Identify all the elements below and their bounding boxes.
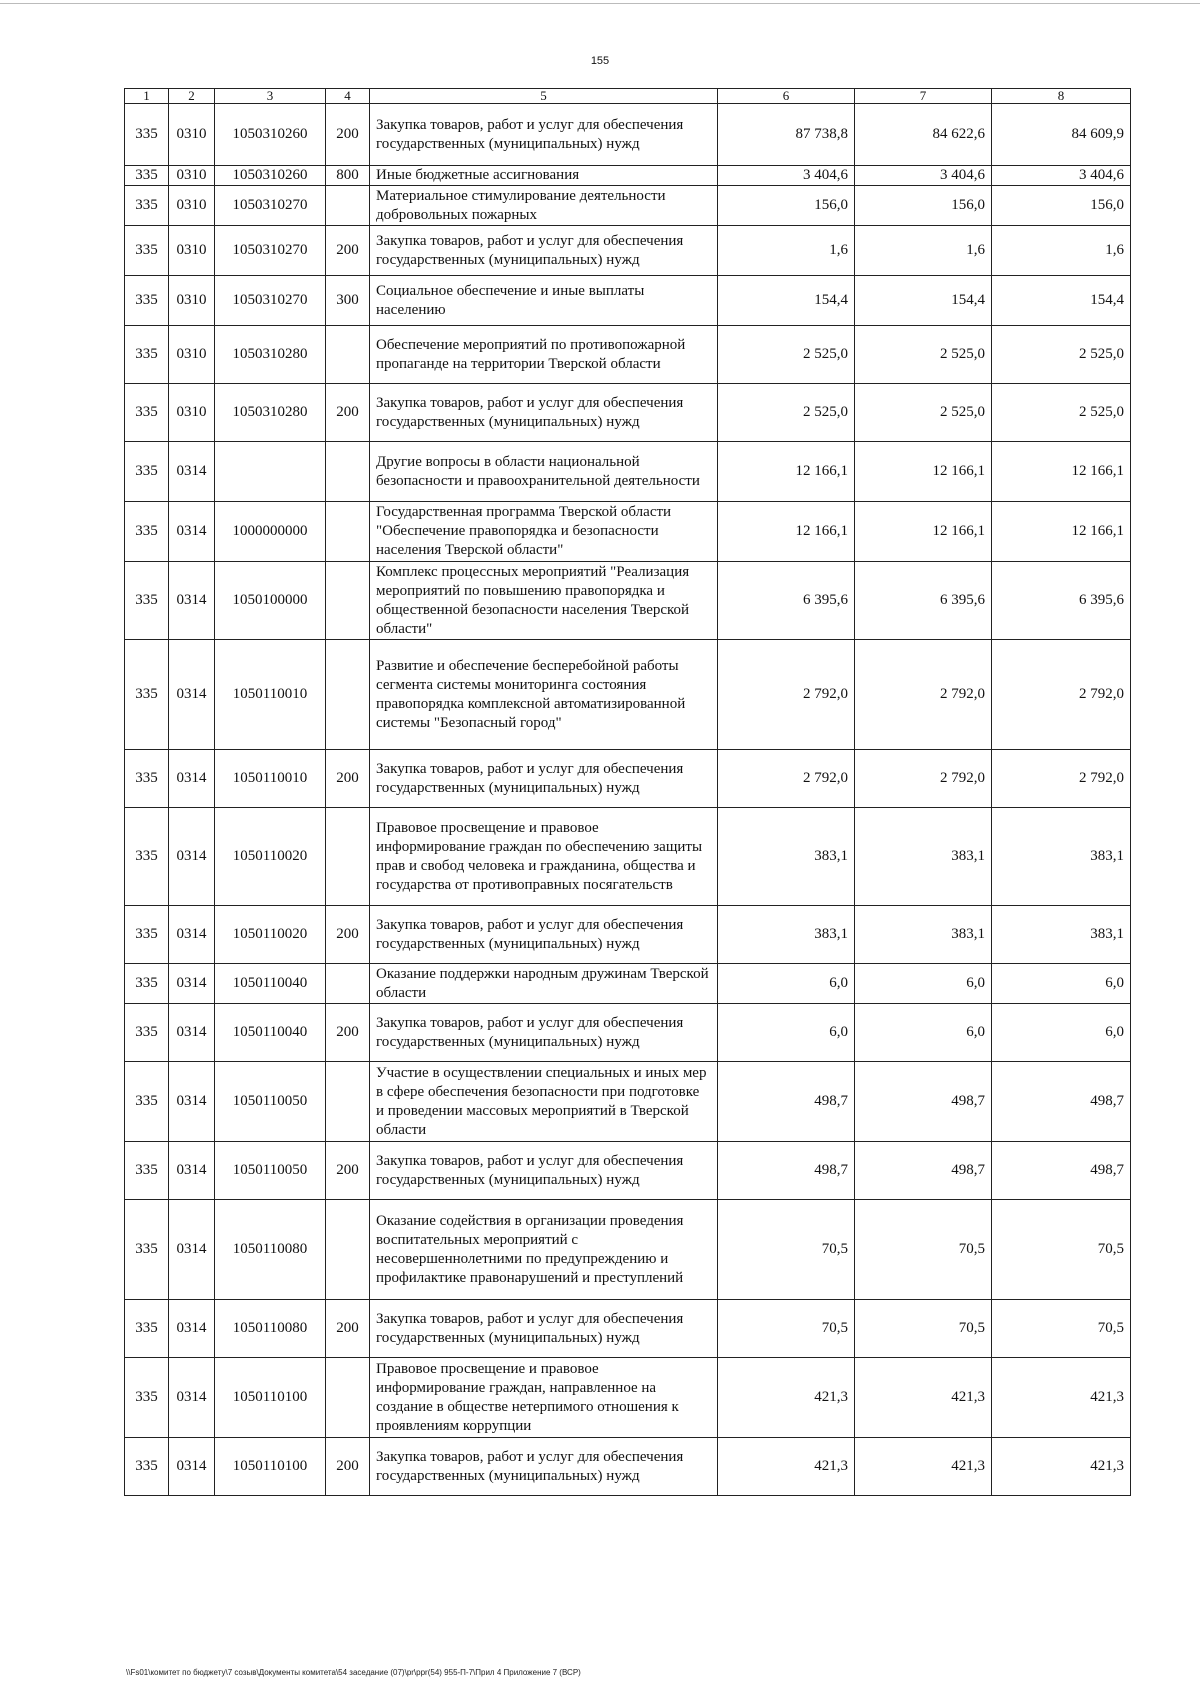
amount-year-1-cell: 3 404,6 [718, 166, 855, 186]
table-row [125, 1438, 1131, 1496]
section-code-cell: 0314 [169, 640, 215, 750]
footer-file-path: \\Fs01\комитет по бюджету\7 созыв\Документы комитета\54 заседание (07)\pr\ppr(54) 955-П-7\Прил 4 Приложение 7 (ВСР) [126, 1668, 581, 1677]
section-code-cell: 0314 [169, 1200, 215, 1300]
target-article-cell: 1050110010 [215, 750, 326, 808]
amount-year-3-cell: 421,3 [992, 1358, 1131, 1438]
gu-code-cell: 335 [125, 906, 169, 964]
amount-year-2-cell: 12 166,1 [855, 442, 992, 502]
section-code-cell: 0314 [169, 1358, 215, 1438]
target-article-cell: 1050110020 [215, 808, 326, 906]
section-code-cell: 0310 [169, 326, 215, 384]
table-row [125, 750, 1131, 808]
column-header: 1 [125, 89, 169, 104]
description-cell: Другие вопросы в области национальной безопасности и правоохранительной деятельности [370, 442, 718, 502]
column-header: 6 [718, 89, 855, 104]
description-cell: Развитие и обеспечение бесперебойной работы сегмента системы мониторинга состояния правопорядка комплексной автоматизированной системы "Безопасный город" [370, 640, 718, 750]
amount-year-2-cell: 156,0 [855, 186, 992, 226]
amount-year-3-cell: 1,6 [992, 226, 1131, 276]
target-article-cell [215, 442, 326, 502]
expense-type-cell: 200 [326, 104, 370, 166]
section-code-cell: 0310 [169, 104, 215, 166]
section-code-cell: 0314 [169, 1300, 215, 1358]
amount-year-1-cell: 156,0 [718, 186, 855, 226]
expense-type-cell: 200 [326, 750, 370, 808]
gu-code-cell: 335 [125, 226, 169, 276]
target-article-cell: 1050110050 [215, 1142, 326, 1200]
expense-type-cell [326, 186, 370, 226]
amount-year-3-cell: 6,0 [992, 1004, 1131, 1062]
amount-year-1-cell: 2 525,0 [718, 384, 855, 442]
amount-year-1-cell: 2 792,0 [718, 640, 855, 750]
table-body [125, 104, 1131, 1496]
expense-type-cell: 200 [326, 226, 370, 276]
amount-year-1-cell: 154,4 [718, 276, 855, 326]
amount-year-2-cell: 498,7 [855, 1062, 992, 1142]
amount-year-2-cell: 154,4 [855, 276, 992, 326]
amount-year-2-cell: 2 792,0 [855, 640, 992, 750]
target-article-cell: 1050110050 [215, 1062, 326, 1142]
budget-table [124, 88, 1131, 1496]
target-article-cell: 1050310260 [215, 104, 326, 166]
gu-code-cell: 335 [125, 276, 169, 326]
gu-code-cell: 335 [125, 326, 169, 384]
column-header: 3 [215, 89, 326, 104]
column-header: 7 [855, 89, 992, 104]
gu-code-cell: 335 [125, 1062, 169, 1142]
section-code-cell: 0310 [169, 166, 215, 186]
table-row [125, 906, 1131, 964]
column-header: 2 [169, 89, 215, 104]
amount-year-1-cell: 2 792,0 [718, 750, 855, 808]
amount-year-1-cell: 383,1 [718, 808, 855, 906]
section-code-cell: 0314 [169, 562, 215, 640]
table-row [125, 1142, 1131, 1200]
section-code-cell: 0310 [169, 384, 215, 442]
target-article-cell: 1050110020 [215, 906, 326, 964]
amount-year-3-cell: 2 792,0 [992, 640, 1131, 750]
expense-type-cell: 300 [326, 276, 370, 326]
amount-year-2-cell: 421,3 [855, 1438, 992, 1496]
table-row [125, 808, 1131, 906]
amount-year-1-cell: 1,6 [718, 226, 855, 276]
section-code-cell: 0314 [169, 1062, 215, 1142]
expense-type-cell: 200 [326, 1300, 370, 1358]
description-cell: Участие в осуществлении специальных и иных мер в сфере обеспечения безопасности при подготовке и проведении массовых мероприятий в Тверской области [370, 1062, 718, 1142]
description-cell: Государственная программа Тверской области "Обеспечение правопорядка и безопасности населения Тверской области" [370, 502, 718, 562]
description-cell: Закупка товаров, работ и услуг для обеспечения государственных (муниципальных) нужд [370, 226, 718, 276]
amount-year-2-cell: 383,1 [855, 906, 992, 964]
gu-code-cell: 335 [125, 502, 169, 562]
amount-year-3-cell: 70,5 [992, 1300, 1131, 1358]
header-row [125, 89, 1131, 104]
amount-year-3-cell: 498,7 [992, 1142, 1131, 1200]
description-cell: Материальное стимулирование деятельности добровольных пожарных [370, 186, 718, 226]
expense-type-cell: 200 [326, 1142, 370, 1200]
target-article-cell: 1050310270 [215, 276, 326, 326]
table-row [125, 166, 1131, 186]
amount-year-1-cell: 421,3 [718, 1358, 855, 1438]
table-row [125, 104, 1131, 166]
amount-year-1-cell: 498,7 [718, 1142, 855, 1200]
section-code-cell: 0314 [169, 1142, 215, 1200]
amount-year-1-cell: 6 395,6 [718, 562, 855, 640]
gu-code-cell: 335 [125, 166, 169, 186]
gu-code-cell: 335 [125, 964, 169, 1004]
gu-code-cell: 335 [125, 750, 169, 808]
table-row [125, 1300, 1131, 1358]
section-code-cell: 0314 [169, 502, 215, 562]
section-code-cell: 0310 [169, 226, 215, 276]
description-cell: Обеспечение мероприятий по противопожарной пропаганде на территории Тверской области [370, 326, 718, 384]
section-code-cell: 0310 [169, 276, 215, 326]
description-cell: Правовое просвещение и правовое информирование граждан по обеспечению защиты прав и свобод человека и гражданина, общества и государства от противоправных посягательств [370, 808, 718, 906]
target-article-cell: 1050310270 [215, 226, 326, 276]
description-cell: Закупка товаров, работ и услуг для обеспечения государственных (муниципальных) нужд [370, 1004, 718, 1062]
target-article-cell: 1050310280 [215, 384, 326, 442]
gu-code-cell: 335 [125, 640, 169, 750]
column-header: 4 [326, 89, 370, 104]
amount-year-1-cell: 2 525,0 [718, 326, 855, 384]
amount-year-1-cell: 70,5 [718, 1300, 855, 1358]
amount-year-3-cell: 6 395,6 [992, 562, 1131, 640]
expense-type-cell: 800 [326, 166, 370, 186]
scan-border-line [0, 3, 1200, 4]
description-cell: Закупка товаров, работ и услуг для обеспечения государственных (муниципальных) нужд [370, 1300, 718, 1358]
table-row [125, 502, 1131, 562]
amount-year-2-cell: 1,6 [855, 226, 992, 276]
target-article-cell: 1050110080 [215, 1300, 326, 1358]
section-code-cell: 0314 [169, 964, 215, 1004]
amount-year-2-cell: 70,5 [855, 1300, 992, 1358]
amount-year-3-cell: 2 525,0 [992, 326, 1131, 384]
gu-code-cell: 335 [125, 442, 169, 502]
description-cell: Оказание содействия в организации проведения воспитательных мероприятий с несовершеннолетними по предупреждению и профилактике правонарушений и преступлений [370, 1200, 718, 1300]
description-cell: Закупка товаров, работ и услуг для обеспечения государственных (муниципальных) нужд [370, 750, 718, 808]
amount-year-3-cell: 2 525,0 [992, 384, 1131, 442]
amount-year-3-cell: 3 404,6 [992, 166, 1131, 186]
gu-code-cell: 335 [125, 186, 169, 226]
section-code-cell: 0314 [169, 1004, 215, 1062]
section-code-cell: 0314 [169, 906, 215, 964]
expense-type-cell: 200 [326, 1438, 370, 1496]
amount-year-3-cell: 84 609,9 [992, 104, 1131, 166]
column-header: 5 [370, 89, 718, 104]
amount-year-2-cell: 70,5 [855, 1200, 992, 1300]
description-cell: Закупка товаров, работ и услуг для обеспечения государственных (муниципальных) нужд [370, 104, 718, 166]
amount-year-1-cell: 12 166,1 [718, 502, 855, 562]
table-row [125, 226, 1131, 276]
description-cell: Закупка товаров, работ и услуг для обеспечения государственных (муниципальных) нужд [370, 384, 718, 442]
amount-year-2-cell: 6 395,6 [855, 562, 992, 640]
amount-year-2-cell: 6,0 [855, 964, 992, 1004]
description-cell: Закупка товаров, работ и услуг для обеспечения государственных (муниципальных) нужд [370, 1438, 718, 1496]
target-article-cell: 1050310280 [215, 326, 326, 384]
gu-code-cell: 335 [125, 562, 169, 640]
table-row [125, 276, 1131, 326]
column-header: 8 [992, 89, 1131, 104]
amount-year-2-cell: 3 404,6 [855, 166, 992, 186]
description-cell: Оказание поддержки народным дружинам Тверской области [370, 964, 718, 1004]
amount-year-3-cell: 498,7 [992, 1062, 1131, 1142]
expense-type-cell [326, 1062, 370, 1142]
target-article-cell: 1050110040 [215, 964, 326, 1004]
expense-type-cell: 200 [326, 906, 370, 964]
table-row [125, 640, 1131, 750]
amount-year-1-cell: 12 166,1 [718, 442, 855, 502]
amount-year-3-cell: 156,0 [992, 186, 1131, 226]
amount-year-3-cell: 12 166,1 [992, 502, 1131, 562]
table-row [125, 1200, 1131, 1300]
expense-type-cell [326, 964, 370, 1004]
target-article-cell: 1050310260 [215, 166, 326, 186]
description-cell: Социальное обеспечение и иные выплаты населению [370, 276, 718, 326]
amount-year-3-cell: 6,0 [992, 964, 1131, 1004]
target-article-cell: 1050110080 [215, 1200, 326, 1300]
target-article-cell: 1050110100 [215, 1358, 326, 1438]
amount-year-1-cell: 87 738,8 [718, 104, 855, 166]
section-code-cell: 0310 [169, 186, 215, 226]
target-article-cell: 1000000000 [215, 502, 326, 562]
expense-type-cell [326, 442, 370, 502]
target-article-cell: 1050110100 [215, 1438, 326, 1496]
table-row [125, 964, 1131, 1004]
expense-type-cell [326, 562, 370, 640]
amount-year-3-cell: 12 166,1 [992, 442, 1131, 502]
amount-year-3-cell: 70,5 [992, 1200, 1131, 1300]
expense-type-cell [326, 502, 370, 562]
gu-code-cell: 335 [125, 1358, 169, 1438]
amount-year-3-cell: 154,4 [992, 276, 1131, 326]
table-row [125, 1004, 1131, 1062]
amount-year-3-cell: 383,1 [992, 906, 1131, 964]
expense-type-cell [326, 326, 370, 384]
expense-type-cell [326, 1200, 370, 1300]
table-row [125, 326, 1131, 384]
amount-year-2-cell: 12 166,1 [855, 502, 992, 562]
target-article-cell: 1050110040 [215, 1004, 326, 1062]
section-code-cell: 0314 [169, 750, 215, 808]
target-article-cell: 1050100000 [215, 562, 326, 640]
description-cell: Иные бюджетные ассигнования [370, 166, 718, 186]
amount-year-2-cell: 2 525,0 [855, 384, 992, 442]
table-row [125, 186, 1131, 226]
section-code-cell: 0314 [169, 442, 215, 502]
gu-code-cell: 335 [125, 1438, 169, 1496]
gu-code-cell: 335 [125, 1004, 169, 1062]
amount-year-3-cell: 383,1 [992, 808, 1131, 906]
description-cell: Закупка товаров, работ и услуг для обеспечения государственных (муниципальных) нужд [370, 906, 718, 964]
amount-year-2-cell: 2 792,0 [855, 750, 992, 808]
expense-type-cell: 200 [326, 1004, 370, 1062]
gu-code-cell: 335 [125, 384, 169, 442]
target-article-cell: 1050310270 [215, 186, 326, 226]
gu-code-cell: 335 [125, 1200, 169, 1300]
amount-year-1-cell: 421,3 [718, 1438, 855, 1496]
amount-year-3-cell: 2 792,0 [992, 750, 1131, 808]
amount-year-2-cell: 383,1 [855, 808, 992, 906]
table-row [125, 562, 1131, 640]
amount-year-2-cell: 2 525,0 [855, 326, 992, 384]
table-row [125, 1062, 1131, 1142]
amount-year-1-cell: 6,0 [718, 964, 855, 1004]
table-row [125, 384, 1131, 442]
expense-type-cell: 200 [326, 384, 370, 442]
amount-year-2-cell: 421,3 [855, 1358, 992, 1438]
amount-year-1-cell: 70,5 [718, 1200, 855, 1300]
gu-code-cell: 335 [125, 104, 169, 166]
table-row [125, 442, 1131, 502]
target-article-cell: 1050110010 [215, 640, 326, 750]
page-number: 155 [590, 55, 610, 67]
gu-code-cell: 335 [125, 808, 169, 906]
amount-year-1-cell: 6,0 [718, 1004, 855, 1062]
expense-type-cell [326, 808, 370, 906]
amount-year-2-cell: 498,7 [855, 1142, 992, 1200]
table-row [125, 1358, 1131, 1438]
gu-code-cell: 335 [125, 1142, 169, 1200]
amount-year-2-cell: 84 622,6 [855, 104, 992, 166]
description-cell: Правовое просвещение и правовое информирование граждан, направленное на создание в обществе нетерпимого отношения к проявлениям коррупции [370, 1358, 718, 1438]
amount-year-2-cell: 6,0 [855, 1004, 992, 1062]
amount-year-1-cell: 383,1 [718, 906, 855, 964]
expense-type-cell [326, 640, 370, 750]
description-cell: Комплекс процессных мероприятий "Реализация мероприятий по повышению правопорядка и общественной безопасности населения Тверской области" [370, 562, 718, 640]
amount-year-3-cell: 421,3 [992, 1438, 1131, 1496]
amount-year-1-cell: 498,7 [718, 1062, 855, 1142]
section-code-cell: 0314 [169, 808, 215, 906]
gu-code-cell: 335 [125, 1300, 169, 1358]
expense-type-cell [326, 1358, 370, 1438]
description-cell: Закупка товаров, работ и услуг для обеспечения государственных (муниципальных) нужд [370, 1142, 718, 1200]
section-code-cell: 0314 [169, 1438, 215, 1496]
